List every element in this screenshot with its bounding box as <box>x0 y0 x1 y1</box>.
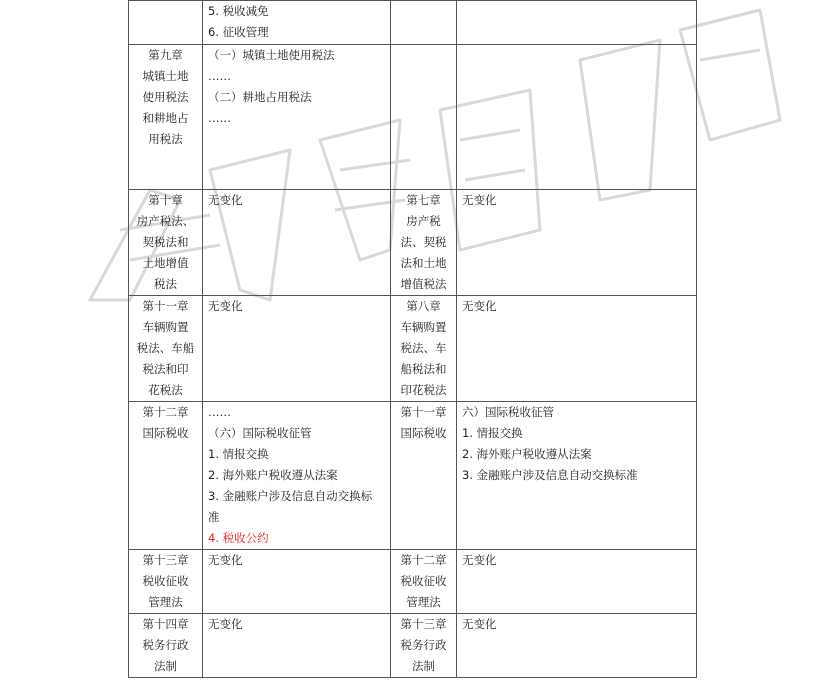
chapter-title-line: 第七章 <box>406 193 441 207</box>
content-line: （二）耕地占用税法 <box>208 90 312 104</box>
old-chapter-cell <box>129 45 203 190</box>
chapter-title-line: 契税法和 <box>142 235 189 249</box>
chapter-title-line: 花税法 <box>148 383 183 397</box>
content-line: 六）国际税收征管 <box>462 405 554 419</box>
chapter-title-line: 第十二章 <box>142 405 189 419</box>
table-row <box>129 550 697 614</box>
old-chapter-cell <box>129 550 203 614</box>
table-body <box>129 1 697 678</box>
comparison-table <box>128 0 697 678</box>
new-content-cell <box>457 296 697 402</box>
content-line: 无变化 <box>208 193 243 207</box>
content-line: 3. 金融账户涉及信息自动交换标准 <box>462 468 638 482</box>
old-chapter-cell <box>129 190 203 296</box>
chapter-title-line: 用税法 <box>148 132 183 146</box>
old-chapter-cell <box>129 614 203 678</box>
content-line: 1. 情报交换 <box>462 426 523 440</box>
chapter-title-line: 税收征收 <box>400 574 447 588</box>
chapter-title-line: 管理法 <box>148 595 183 609</box>
table-row <box>129 190 697 296</box>
content-line: （六）国际税收征管 <box>208 426 312 440</box>
chapter-title-line: 法制 <box>154 659 177 673</box>
chapter-title-line: 城镇土地 <box>142 69 189 83</box>
content-line: 2. 海外账户税收遵从法案 <box>208 468 338 482</box>
new-chapter-cell <box>391 402 457 550</box>
chapter-title-line: 税收征收 <box>142 574 189 588</box>
new-chapter-cell <box>391 550 457 614</box>
chapter-title-line: 第八章 <box>406 299 441 313</box>
content-line: 5. 税收减免 <box>208 4 269 18</box>
chapter-title-line: 税务行政 <box>400 638 447 652</box>
chapter-title-line: 管理法 <box>406 595 441 609</box>
table-row <box>129 1 697 45</box>
chapter-title-line: 国际税收 <box>142 426 189 440</box>
content-line: 6. 征收管理 <box>208 25 269 39</box>
table-row <box>129 614 697 678</box>
old-chapter-cell <box>129 402 203 550</box>
chapter-title-line: 船税法和 <box>400 362 447 376</box>
chapter-title-line: 税法、车 <box>400 341 447 355</box>
old-content-cell <box>203 296 391 402</box>
new-chapter-cell <box>391 614 457 678</box>
old-content-cell <box>203 190 391 296</box>
content-line: （一）城镇土地使用税法 <box>208 48 335 62</box>
content-line: 2. 海外账户税收遵从法案 <box>462 447 592 461</box>
chapter-title-line: 第十章 <box>148 193 183 207</box>
new-content-cell <box>457 402 697 550</box>
new-content-cell <box>457 550 697 614</box>
new-content-cell <box>457 614 697 678</box>
chapter-title-line: 法、契税 <box>400 235 447 249</box>
content-line: …… <box>208 405 231 419</box>
chapter-title-line: 第十二章 <box>400 553 447 567</box>
new-content-cell <box>457 1 697 45</box>
content-line: 准 <box>208 510 220 524</box>
content-line: 无变化 <box>462 617 497 631</box>
new-content-cell <box>457 45 697 190</box>
table-row <box>129 402 697 550</box>
chapter-title-line: 税法 <box>154 277 177 291</box>
chapter-title-line: 增值税法 <box>400 277 447 291</box>
content-line: 无变化 <box>462 193 497 207</box>
old-content-cell <box>203 550 391 614</box>
content-line: 无变化 <box>208 617 243 631</box>
chapter-title-line: 和耕地占 <box>142 111 189 125</box>
content-line: 无变化 <box>208 553 243 567</box>
chapter-title-line: 车辆购置 <box>142 320 189 334</box>
content-line: …… <box>208 69 231 83</box>
chapter-title-line: 第十一章 <box>400 405 447 419</box>
table-row <box>129 45 697 190</box>
chapter-title-line: 土地增值 <box>142 256 189 270</box>
old-chapter-cell <box>129 1 203 45</box>
content-line: 无变化 <box>462 553 497 567</box>
chapter-title-line: 税务行政 <box>142 638 189 652</box>
content-line: …… <box>208 111 231 125</box>
chapter-title-line: 第十四章 <box>142 617 189 631</box>
highlighted-item: 4. 税收公约 <box>208 531 269 545</box>
table-row <box>129 296 697 402</box>
chapter-title-line: 第十一章 <box>142 299 189 313</box>
chapter-title-line: 法和土地 <box>400 256 447 270</box>
chapter-title-line: 第十三章 <box>142 553 189 567</box>
chapter-title-line: 法制 <box>412 659 435 673</box>
old-chapter-cell <box>129 296 203 402</box>
old-content-cell <box>203 402 391 550</box>
new-content-cell <box>457 190 697 296</box>
new-chapter-cell <box>391 1 457 45</box>
chapter-title-line: 国际税收 <box>400 426 447 440</box>
chapter-title-line: 税法、车船 <box>136 341 195 355</box>
new-chapter-cell <box>391 190 457 296</box>
chapter-title-line: 使用税法 <box>142 90 189 104</box>
new-chapter-cell <box>391 45 457 190</box>
chapter-title-line: 第十三章 <box>400 617 447 631</box>
chapter-title-line: 第九章 <box>148 48 183 62</box>
chapter-title-line: 税法和印 <box>142 362 189 376</box>
content-line: 1. 情报交换 <box>208 447 269 461</box>
new-chapter-cell <box>391 296 457 402</box>
content-line: 无变化 <box>462 299 497 313</box>
chapter-title-line: 印花税法 <box>400 383 447 397</box>
old-content-cell <box>203 45 391 190</box>
content-line: 3. 金融账户涉及信息自动交换标 <box>208 489 373 503</box>
chapter-title-line: 房产税 <box>406 214 441 228</box>
content-line: 无变化 <box>208 299 243 313</box>
old-content-cell <box>203 614 391 678</box>
old-content-cell <box>203 1 391 45</box>
chapter-title-line: 房产税法、 <box>136 214 195 228</box>
chapter-title-line: 车辆购置 <box>400 320 447 334</box>
